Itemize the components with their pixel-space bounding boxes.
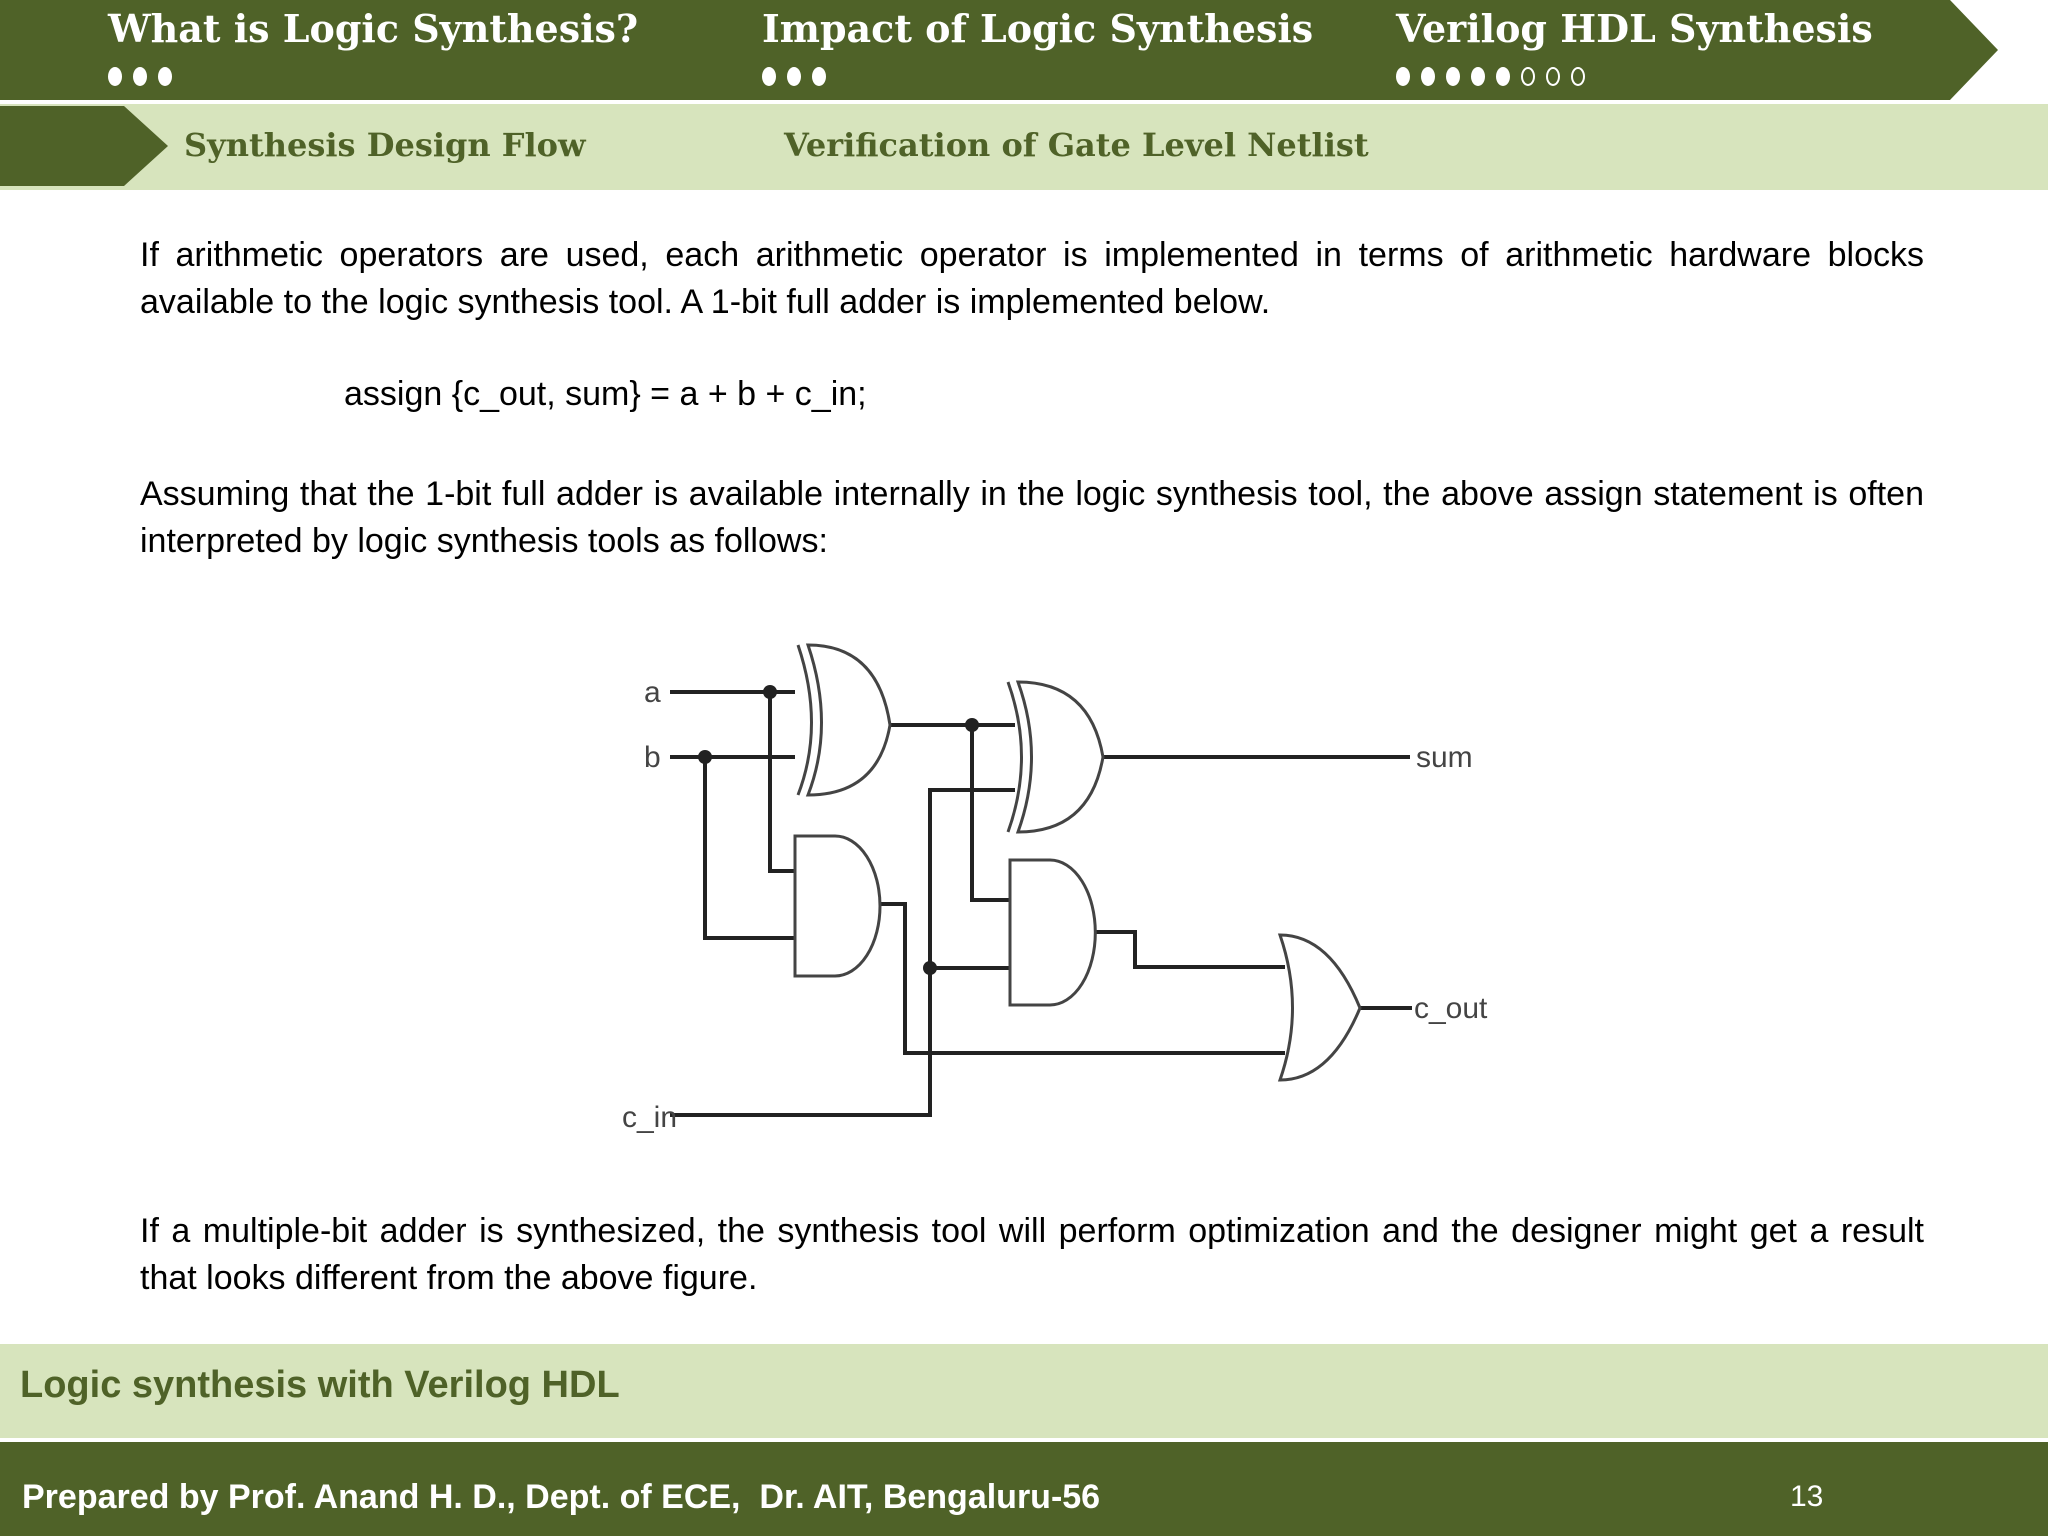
paragraph-assumption: Assuming that the 1-bit full adder is available internally in the logic synthesis tool, the above assign statement is often interpreted by logic synthesis tools as follows: <box>140 475 1924 560</box>
progress-dot-filled[interactable] <box>1471 67 1485 86</box>
page-number: 13 <box>1790 1480 1824 1513</box>
and-gate-2 <box>1010 860 1095 1005</box>
paragraph-arithmetic-operators: If arithmetic operators are used, each arithmetic operator is implemented in terms of arithmetic hardware blocks available to the logic synthesis tool. A 1-bit full adder is implemented below. <box>140 236 1924 321</box>
progress-dot-filled[interactable] <box>1396 67 1410 86</box>
progress-dot-filled[interactable] <box>158 67 172 86</box>
subsection-navigation <box>0 104 2048 190</box>
section-navigation <box>0 0 2048 104</box>
nav-section-what-is-logic-synthesis[interactable] <box>108 6 638 90</box>
and-gate-1 <box>795 836 880 976</box>
nav-section-title: What is Logic Synthesis? <box>108 6 639 51</box>
verilog-assign-statement: assign {c_out, sum} = a + b + c_in; <box>344 375 867 413</box>
full-adder-circuit-diagram <box>610 630 1490 1150</box>
nav-section-impact-of-logic-synthesis[interactable] <box>762 6 1313 90</box>
progress-dots <box>762 62 1313 90</box>
progress-dot-filled[interactable] <box>108 67 122 86</box>
footer-title-band <box>0 1344 2048 1438</box>
wire-b-to-and1 <box>705 757 795 938</box>
footer-credit-bar <box>0 1438 2048 1536</box>
progress-dot-filled[interactable] <box>812 67 826 86</box>
or-gate <box>1280 935 1360 1080</box>
label-b: b <box>644 741 661 774</box>
progress-dot-filled[interactable] <box>1496 67 1510 86</box>
junction-dot <box>965 718 979 732</box>
xor-gate-1 <box>798 645 890 795</box>
progress-dot-empty[interactable] <box>1521 67 1535 86</box>
wire-a-to-and1 <box>770 692 795 871</box>
xor-gate-2 <box>1008 682 1103 832</box>
footer-credit: Prepared by Prof. Anand H. D., Dept. of ECE, Dr. AIT, Bengaluru-56 <box>22 1478 1101 1516</box>
nav-subsection-synthesis-design-flow[interactable]: Synthesis Design Flow <box>184 126 586 164</box>
progress-dots <box>108 62 638 90</box>
junction-dot <box>923 961 937 975</box>
label-c-out: c_out <box>1414 992 1488 1025</box>
nav-subsection-verification-of-gate-level-netlist[interactable]: Verification of Gate Level Netlist <box>784 126 1369 164</box>
nav-section-title: Verilog HDL Synthesis <box>1396 6 1873 51</box>
paragraph-multiple-bit-adder: If a multiple-bit adder is synthesized, the synthesis tool will perform optimization and the designer might get a result that looks different from the above figure. <box>140 1212 1924 1297</box>
label-c-in: c_in <box>622 1101 678 1134</box>
wire-c-in-to-and2 <box>670 968 1010 1115</box>
progress-dot-filled[interactable] <box>1446 67 1460 86</box>
wire-and2-to-or <box>1095 932 1285 967</box>
label-a: a <box>644 676 661 709</box>
footer-title: Logic synthesis with Verilog HDL <box>20 1364 620 1406</box>
progress-dot-empty[interactable] <box>1546 67 1560 86</box>
progress-dot-filled[interactable] <box>762 67 776 86</box>
junction-dot <box>763 685 777 699</box>
progress-dots <box>1396 62 1873 90</box>
label-sum: sum <box>1416 741 1473 774</box>
nav-section-verilog-hdl-synthesis[interactable] <box>1396 6 1873 90</box>
progress-dot-empty[interactable] <box>1571 67 1585 86</box>
progress-dot-filled[interactable] <box>1421 67 1435 86</box>
nav-section-title: Impact of Logic Synthesis <box>762 6 1314 51</box>
junction-dot <box>698 750 712 764</box>
progress-dot-filled[interactable] <box>787 67 801 86</box>
progress-dot-filled[interactable] <box>133 67 147 86</box>
wire-xor1-to-and2 <box>972 725 1010 900</box>
